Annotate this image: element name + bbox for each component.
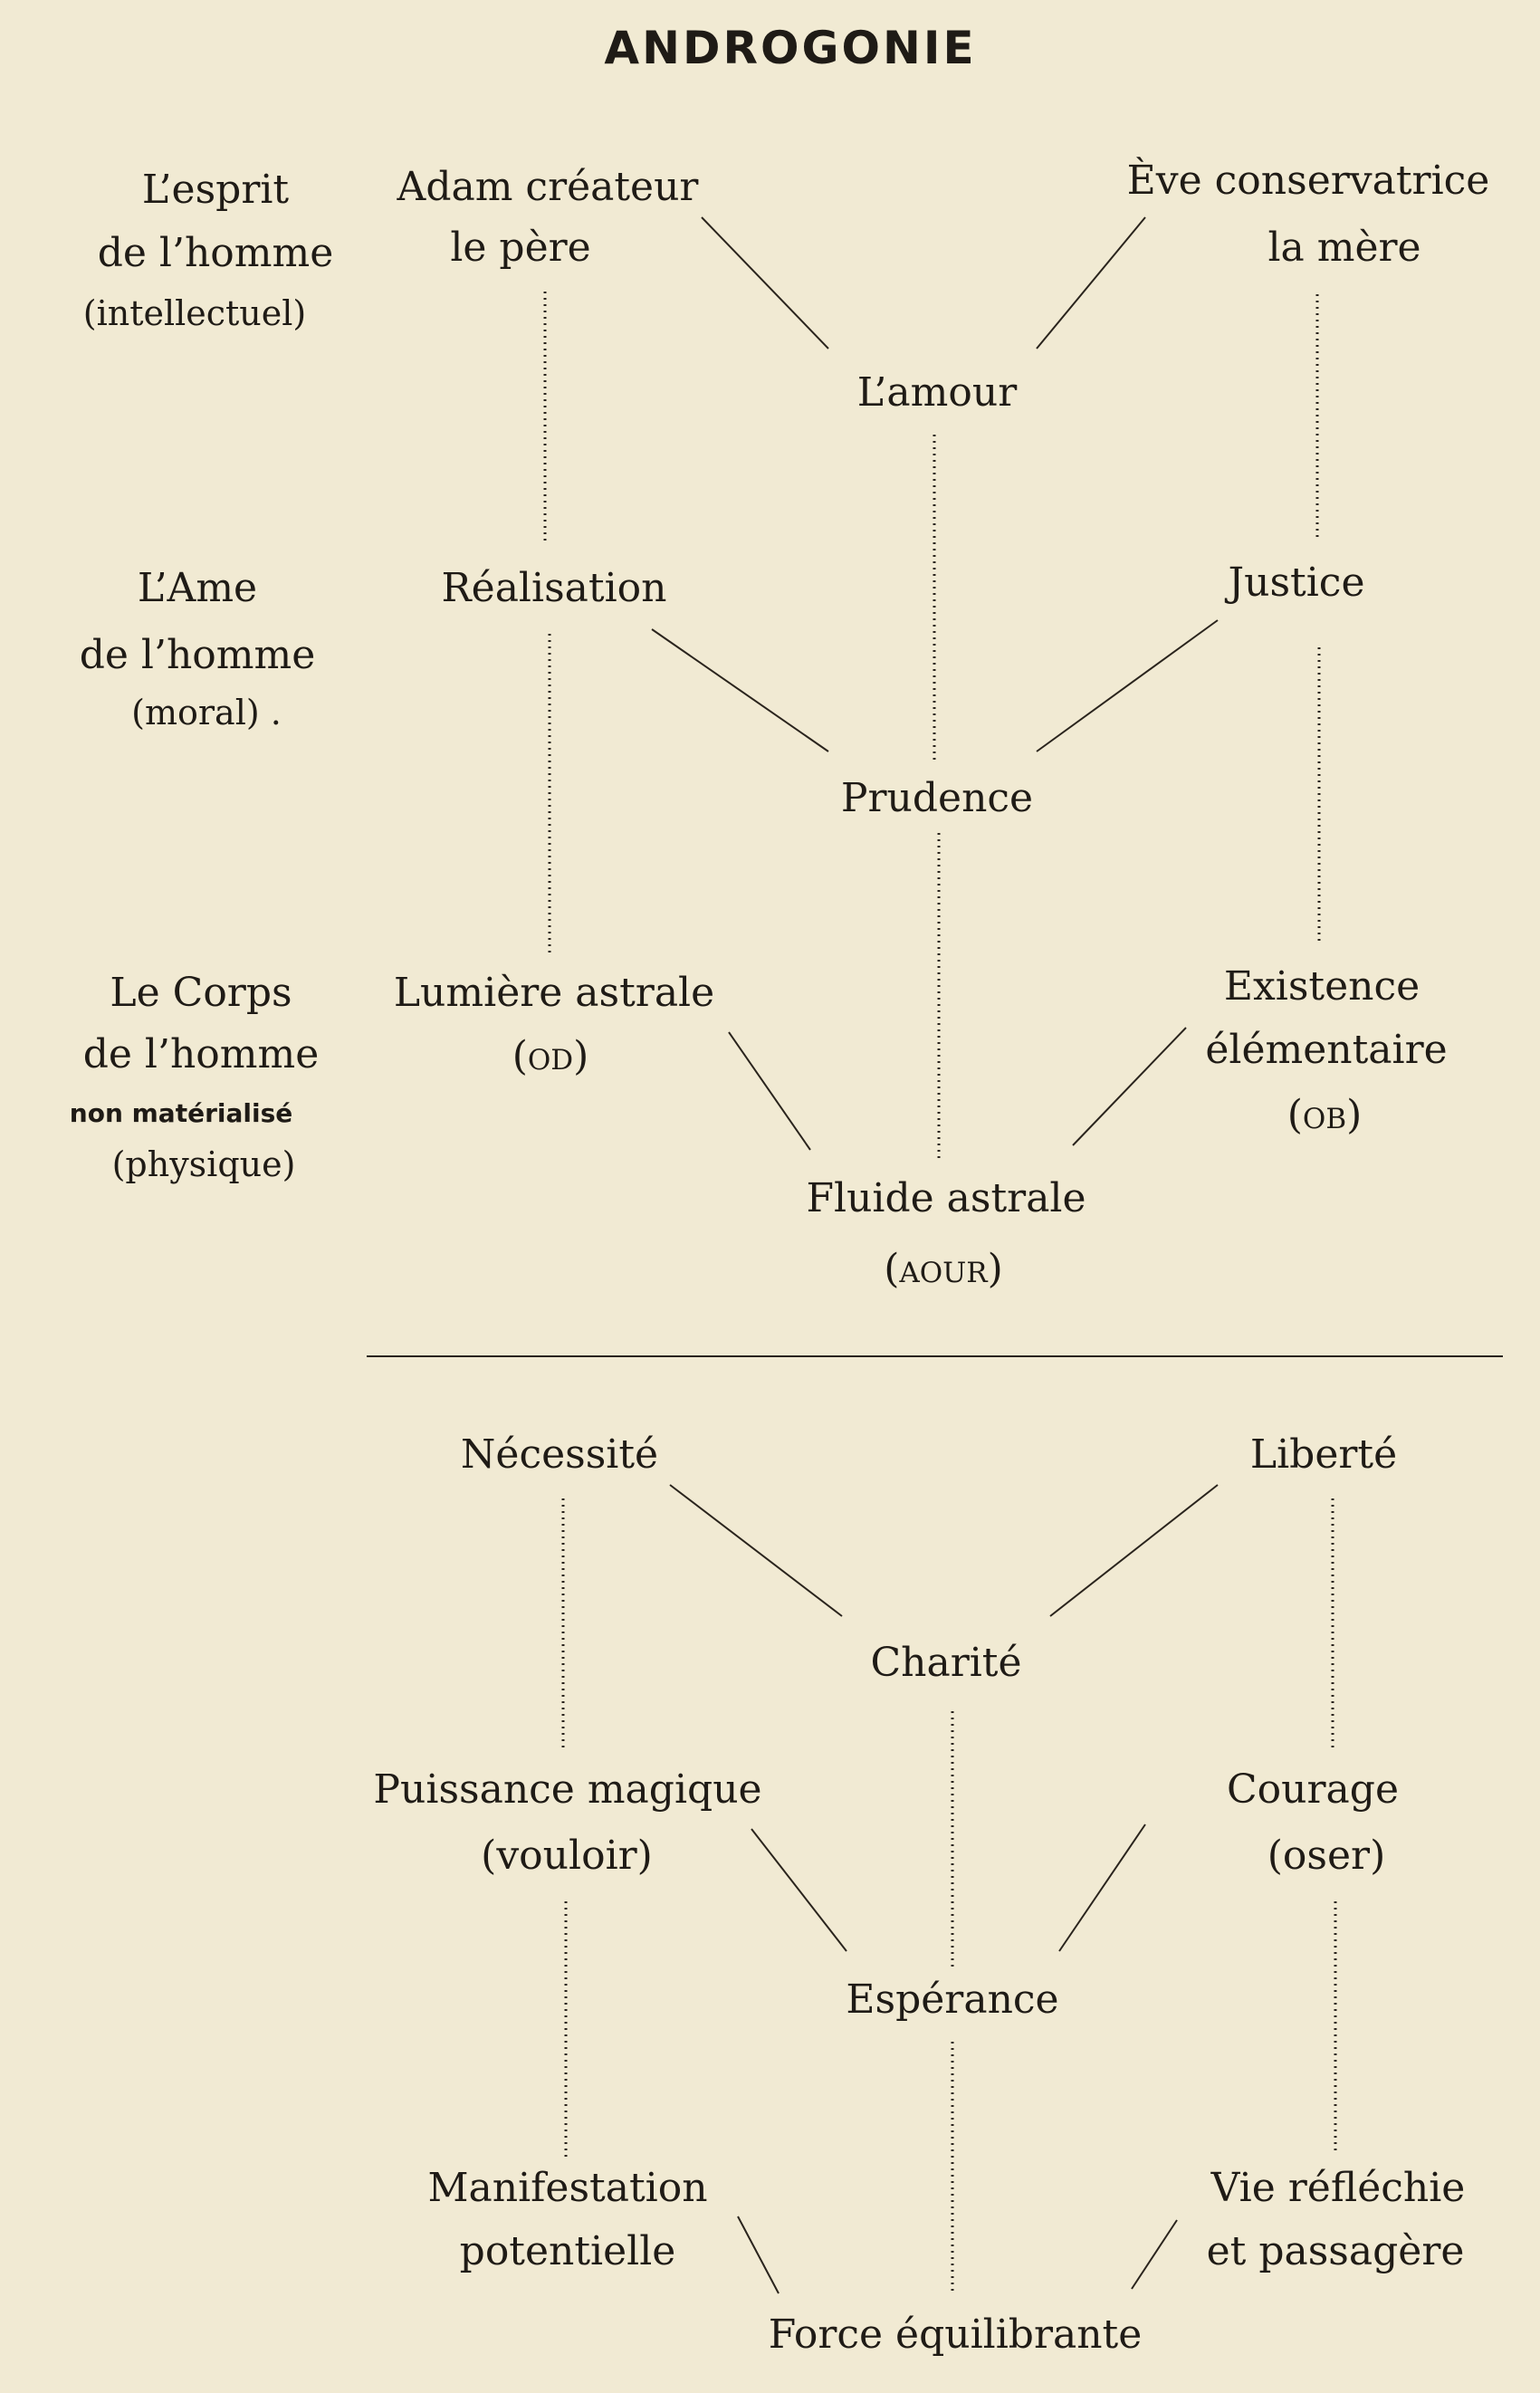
adam-line-2: le père	[450, 225, 591, 271]
manifestation-line-1: Manifestation	[427, 2165, 708, 2211]
manifestation-line-2: potentielle	[459, 2228, 676, 2274]
corps-line-2: de l’homme	[82, 1031, 320, 1077]
eve-line-1: Ève conservatrice	[1126, 158, 1490, 204]
diagonal-justice-prudence	[1037, 620, 1218, 751]
ame-line-2: de l’homme	[79, 632, 316, 678]
diagonal-courage-esperance	[1059, 1824, 1145, 1951]
diagonal-puissance-esperance	[751, 1829, 847, 1951]
courage-line-1: Courage	[1227, 1766, 1399, 1813]
page-title: ANDROGONIE	[604, 22, 977, 74]
ame-line-1: L’Ame	[137, 565, 258, 611]
adam-line-1: Adam créateur	[397, 164, 699, 210]
fluide-line-1: Fluide astrale	[806, 1175, 1086, 1221]
existence-line-3: (ob)	[1287, 1092, 1363, 1138]
corps-line-1: Le Corps	[110, 970, 292, 1016]
eve-line-2: la mère	[1267, 225, 1421, 271]
amour-label: L’amour	[856, 369, 1018, 416]
lumiere-line-1: Lumière astrale	[393, 970, 715, 1016]
prudence-label: Prudence	[840, 775, 1034, 821]
diagonal-ob-fluide	[1073, 1028, 1186, 1145]
existence-line-2: élémentaire	[1205, 1027, 1448, 1073]
esprit-line-1: L’esprit	[141, 167, 290, 213]
esprit-line-2: de l’homme	[97, 230, 334, 276]
charite-label: Charité	[870, 1640, 1022, 1686]
diagonal-od-fluide	[729, 1032, 810, 1150]
diagonal-necessite-charite	[670, 1485, 842, 1616]
puissance-line-2: (vouloir)	[481, 1833, 653, 1879]
lumiere-line-2: (od)	[512, 1033, 589, 1079]
necessite-label: Nécessité	[460, 1431, 659, 1478]
diagonal-vie-force	[1132, 2220, 1177, 2289]
vie-line-1: Vie réfléchie	[1210, 2165, 1466, 2211]
diagonal-liberte-charite	[1050, 1485, 1218, 1616]
puissance-line-1: Puissance magique	[373, 1766, 762, 1813]
diagonal-eve-amour	[1037, 217, 1145, 349]
realisation-label: Réalisation	[441, 565, 667, 611]
corps-line-3: non matérialisé	[69, 1098, 293, 1128]
force-label: Force équilibrante	[768, 2312, 1143, 2358]
existence-line-1: Existence	[1223, 963, 1420, 1010]
diagonal-realisation-prudence	[652, 629, 828, 751]
corps-line-4: (physique)	[111, 1144, 296, 1184]
diagonal-manifestation-force	[738, 2216, 779, 2293]
vie-line-2: et passagère	[1206, 2228, 1465, 2274]
ame-line-3: (moral) .	[131, 693, 282, 732]
justice-label: Justice	[1228, 560, 1365, 606]
courage-line-2: (oser)	[1267, 1833, 1386, 1879]
liberte-label: Liberté	[1249, 1431, 1398, 1478]
esperance-label: Espérance	[846, 1977, 1059, 2023]
fluide-line-2: (aour)	[884, 1246, 1003, 1292]
esprit-line-3: (intellectuel)	[82, 293, 307, 333]
diagonal-adam-amour	[702, 217, 828, 349]
